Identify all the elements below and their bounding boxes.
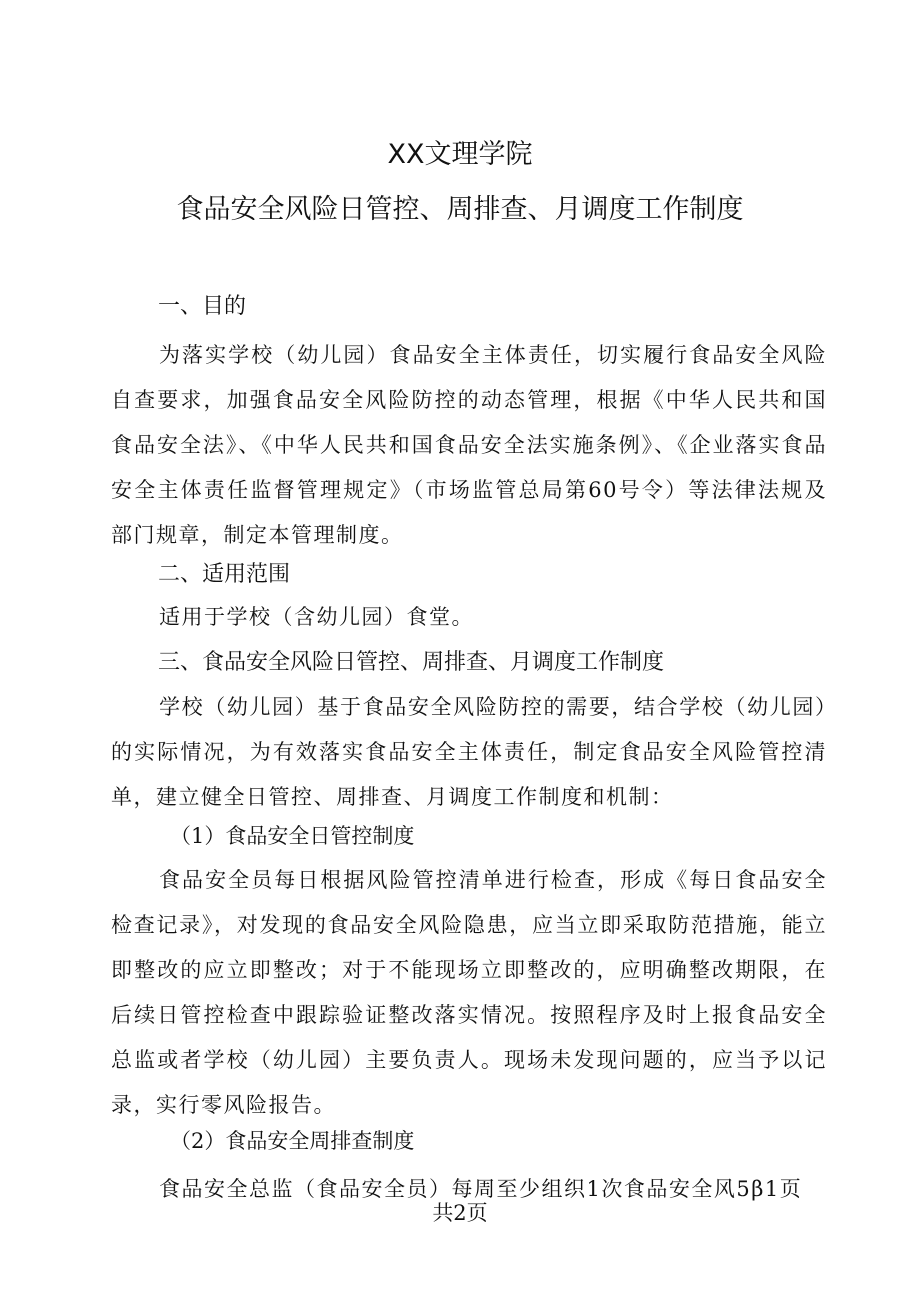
subsection-1-heading: （1）食品安全日管控制度 xyxy=(170,824,415,848)
section-3-paragraph: 学校（幼儿园）基于食品安全风险防控的需要，结合学校（幼儿园）的实际情况，为有效落实食品安全主体责任，制定食品安全风险管控清单，建立健全日管控、周排查、月调度工作制度和机制： xyxy=(111,695,827,809)
section-1-heading: 一、目的 xyxy=(158,294,247,319)
document-title: 食品安全风险日管控、周排查、月调度工作制度 xyxy=(176,194,744,225)
section-2-paragraph: 适用于学校（含幼儿园）食堂。 xyxy=(159,605,474,629)
subsection-2-paragraph-partial: 食品安全总监（食品安全员）每周至少组织1次食品安全风5β1页 xyxy=(159,1177,803,1201)
subsection-2-heading: （2）食品安全周排查制度 xyxy=(170,1129,415,1153)
section-1-paragraph: 为落实学校（幼儿园）食品安全主体责任，切实履行食品安全风险自查要求，加强食品安全风险防控的动态管理，根据《中华人民共和国食品安全法》、《中华人民共和国食品安全法实施条例》、《企业落实食品安全主体责任监督管理规定》（市场监管总局第60号令）等法律法规及部门规章，制定本管理制度。 xyxy=(111,343,827,547)
page-number: 共2页 xyxy=(432,1201,488,1225)
document-institution-title: XX文理学院 xyxy=(387,139,533,170)
section-3-heading: 三、食品安全风险日管控、周排查、月调度工作制度 xyxy=(158,650,665,675)
subsection-1-paragraph: 食品安全员每日根据风险管控清单进行检查，形成《每日食品安全检查记录》，对发现的食品安全风险隐患，应当立即采取防范措施，能立即整改的应立即整改；对于不能现场立即整改的，应明确整改期限，在后续日管控检查中跟踪验证整改落实情况。按照程序及时上报食品安全总监或者学校（幼儿园）主要负责人。现场未发现问题的，应当予以记录，实行零风险报告。 xyxy=(111,868,827,1117)
section-2-heading: 二、适用范围 xyxy=(158,562,291,587)
